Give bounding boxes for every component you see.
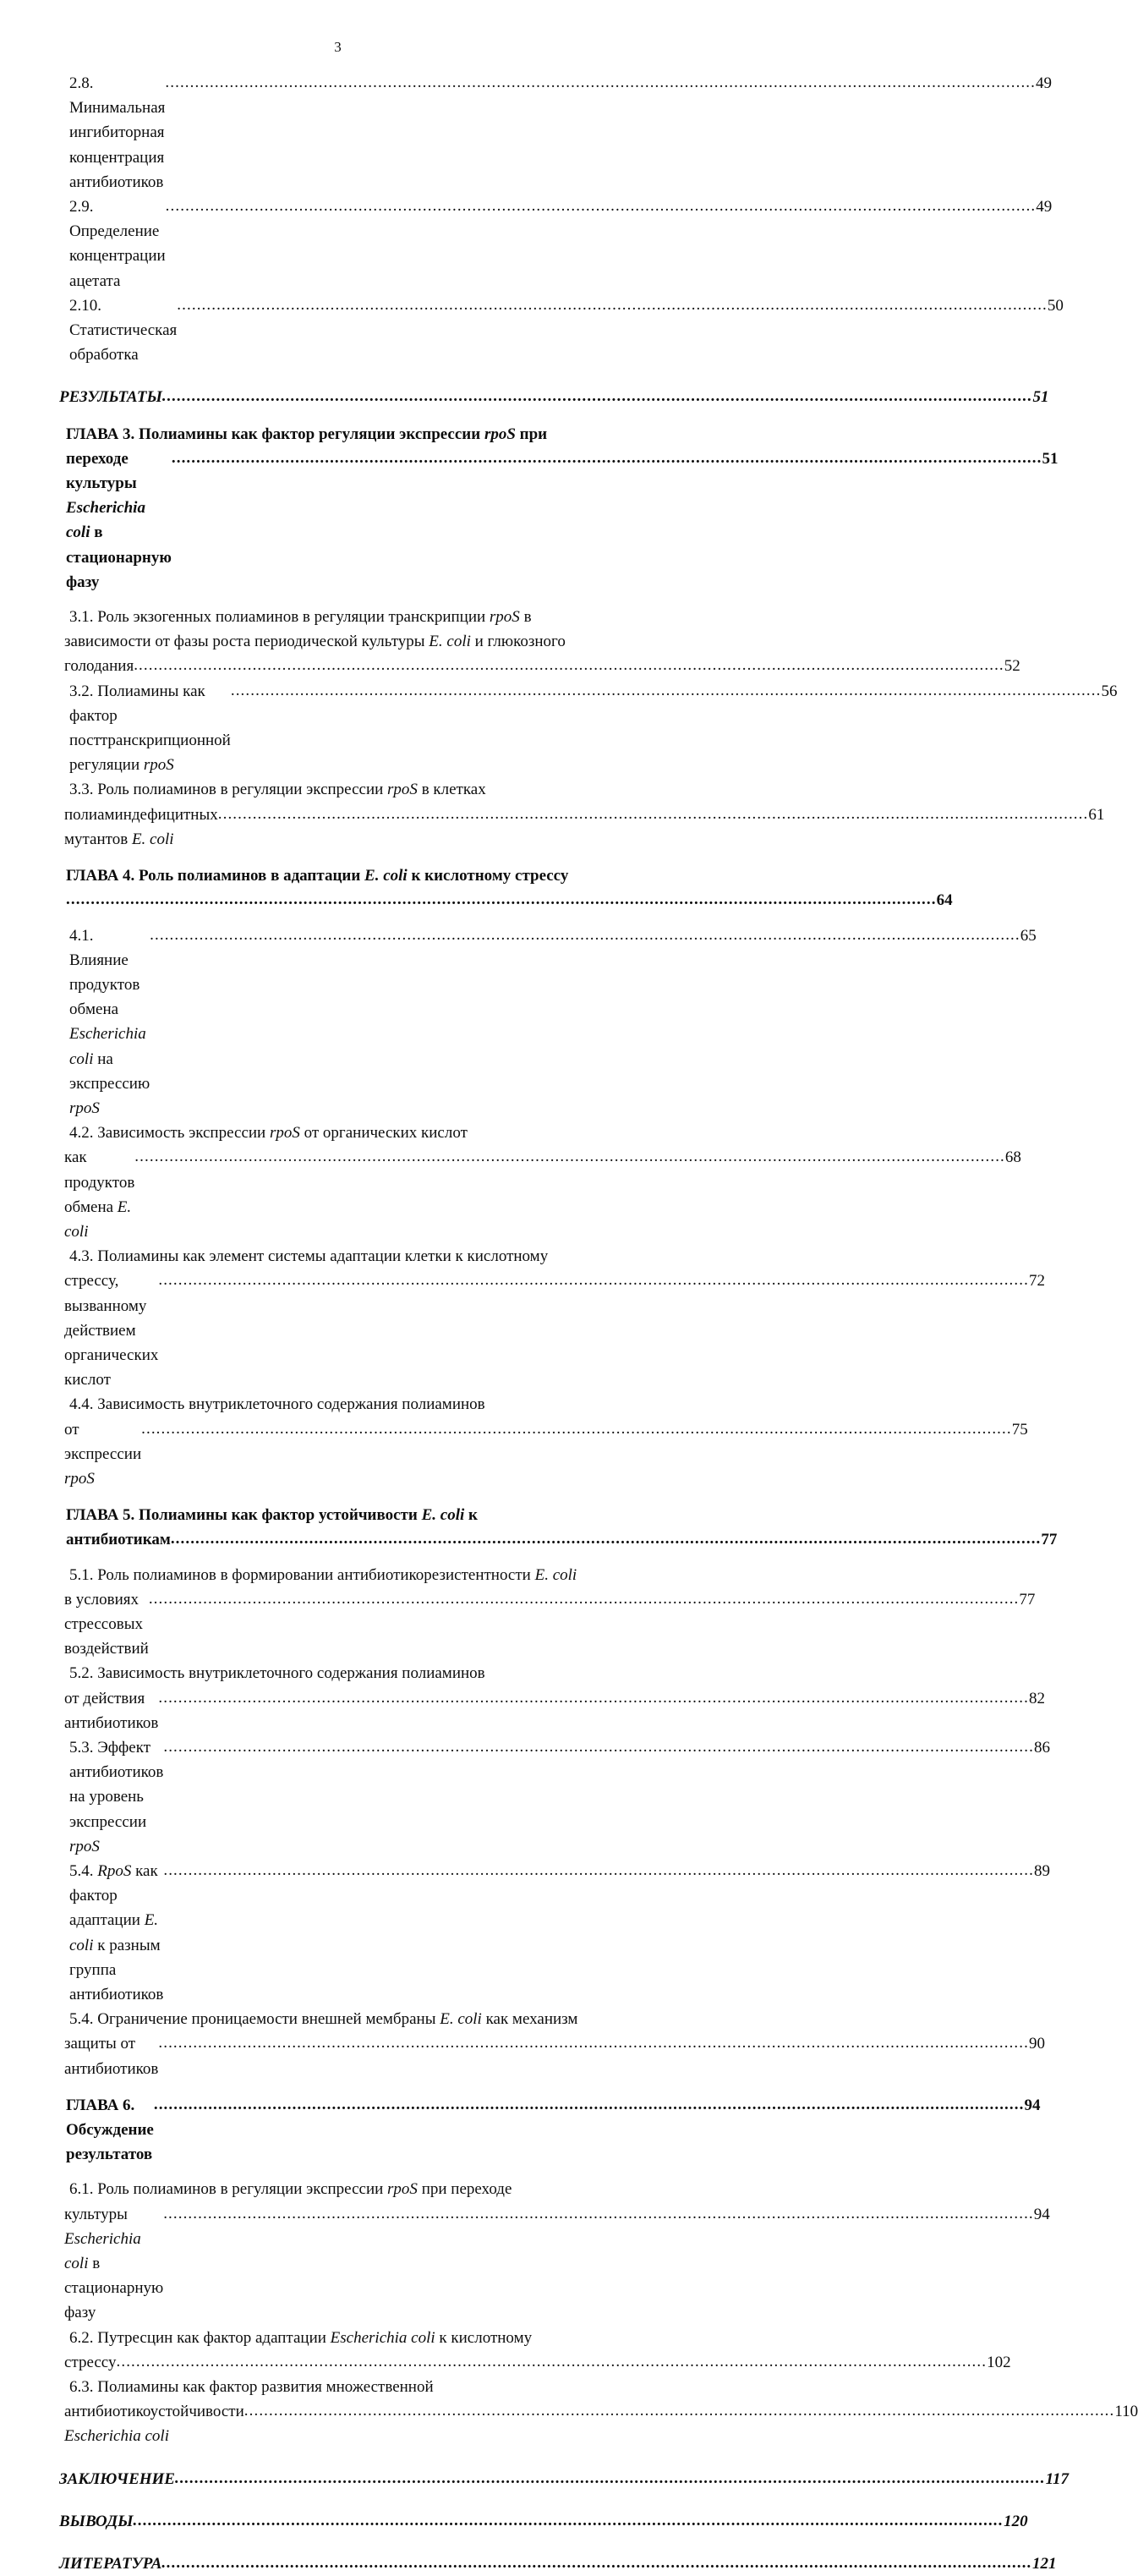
toc-page-number: 102 [987,2353,1011,2371]
toc-page-number: 117 [1045,2469,1070,2488]
toc-entry[interactable] [64,679,1118,778]
toc-page-number: 90 [1028,2035,1045,2053]
toc-entry[interactable] [64,1392,1028,1491]
toc-entry[interactable] [64,1661,1045,1735]
toc-entry-label: 5.3. Эффект антибиотиков на уровень экспрессии rpoS [69,1739,164,1855]
dot-leader [161,2551,1032,2575]
dot-leader [163,2201,1034,2226]
toc-entry-label: защиты от антибиотиков [64,2035,159,2078]
toc-page-number: 89 [1033,1862,1050,1881]
toc-entry-label: от экспрессии rpoS [64,1420,142,1488]
toc-page-number: 56 [1101,682,1118,700]
toc-entry[interactable] [64,1121,1021,1244]
dot-leader [244,2398,1115,2423]
dot-leader [149,1587,1020,1611]
toc-entry[interactable] [64,1735,1050,1859]
toc-page-number: 50 [1047,296,1064,315]
toc-page-number: 77 [1019,1590,1036,1609]
toc-entry[interactable] [66,1503,1058,1552]
toc-page-number: 65 [1020,926,1037,945]
toc-entry[interactable] [64,2007,1045,2081]
toc-entry[interactable] [64,777,1105,852]
toc-entry-last-line [59,385,1049,409]
toc-page-number: 49 [1036,74,1052,92]
dot-leader [166,194,1037,218]
toc-entry-line: 3.3. Роль полиаминов в регуляции экспрессии rpoS в клетках [69,781,486,799]
toc-entry[interactable] [64,1244,1045,1392]
toc-entry-label: 5.4. RpoS как фактор адаптации E. coli к разным группа антибиотиков [69,1862,164,2004]
toc-page-number: 94 [1024,2096,1041,2114]
toc-entry-last-line [69,195,1053,293]
toc-entry[interactable] [66,422,1059,595]
dot-leader [231,678,1102,703]
dot-leader [134,653,1004,677]
dot-leader [172,446,1042,470]
toc-entry-label: 3.2. Полиамины как фактор посттранскрипционной регуляции rpoS [69,682,231,775]
toc-entry-label: ВЫВОДЫ [59,2512,134,2530]
dot-leader [175,2466,1046,2491]
toc-entry[interactable] [64,195,1053,293]
toc-entry-line: 6.3. Полиамины как фактор развития множественной [69,2378,434,2397]
toc-entry[interactable] [64,2326,1011,2375]
toc-entry[interactable] [59,385,1049,409]
toc-entry-label: голодания [64,657,134,676]
toc-entry-label: ГЛАВА 6. Обсуждение результатов [66,2096,154,2164]
toc-entry[interactable] [64,293,1064,368]
toc-entry-label: стрессу, вызванному действием органических кислот [64,1272,159,1389]
toc-entry-line: 4.3. Полиамины как элемент системы адаптации клетки к кислотному [69,1247,549,1266]
toc-entry-last-line [64,1417,1028,1492]
toc-entry-last-line [69,293,1064,368]
toc-entry-label: полиаминдефицитных мутантов E. coli [64,805,218,848]
toc-entry[interactable] [64,1563,1036,1662]
toc-entry-last-line [66,1527,1058,1552]
toc-page-number: 77 [1041,1531,1058,1549]
toc-entry[interactable] [64,605,1020,679]
toc-entry-last-line [66,888,953,913]
toc-entry[interactable] [66,2093,1041,2168]
dot-leader [158,2031,1029,2055]
toc-entry-label: в условиях стрессовых воздействий [64,1590,149,1658]
toc-entry-label: 2.9. Определение концентрации ацетата [69,198,166,290]
dot-leader [117,2349,988,2374]
toc-entry[interactable] [64,2177,1050,2325]
toc-entry-label: 4.1. Влияние продуктов обмена Escherichia coli на экспрессию rpoS [69,926,150,1117]
toc-entry-last-line [64,1686,1045,1735]
page-number: 3 [334,39,342,55]
toc-entry-line: 6.2. Путресцин как фактор адаптации Escherichia coli к кислотному [69,2328,533,2347]
toc-entry-line: 4.4. Зависимость внутриклеточного содержания полиаминов [69,1395,485,1414]
toc-page-number: 52 [1004,657,1020,676]
toc-page-number: 110 [1114,2403,1138,2421]
toc-page-number: 61 [1088,805,1105,824]
dot-leader [171,1526,1042,1551]
toc-entry[interactable] [66,863,953,913]
toc-page-number: 82 [1028,1689,1045,1707]
toc-entry-line: 4.2. Зависимость экспрессии rpoS от органических кислот [69,1124,468,1143]
toc-entry-line: ГЛАВА 4. Роль полиаминов в адаптации E. coli к кислотному стрессу [66,867,569,885]
toc-page-number: 75 [1011,1420,1028,1439]
toc-entry-label: как продуктов обмена E. coli [64,1148,135,1241]
toc-entry-last-line [64,803,1105,852]
toc-entry-last-line [64,1145,1021,1244]
toc-entry-line: 5.4. Ограничение проницаемости внешней мембраны E. coli как механизм [69,2010,578,2029]
table-of-contents [59,71,1138,2576]
toc-entry-last-line [59,2509,1028,2534]
toc-entry-last-line [69,679,1118,778]
toc-entry[interactable] [59,2509,1028,2534]
toc-entry-last-line [69,71,1052,195]
toc-entry-line: 5.1. Роль полиаминов в формировании антибиотикорезистентности E. coli [69,1565,577,1584]
toc-entry-label: ЗАКЛЮЧЕНИЕ [59,2469,175,2488]
toc-page-number: 68 [1004,1148,1021,1167]
toc-entry-last-line [64,1269,1045,1392]
toc-entry[interactable] [64,71,1052,195]
toc-entry-last-line [64,2031,1045,2080]
dot-leader [218,802,1089,826]
toc-entry-line: зависимости от фазы роста периодической культуры E. coli и глюкозного [64,633,566,651]
toc-entry-last-line [64,2350,1011,2375]
toc-entry-last-line [64,2202,1050,2326]
toc-entry-label: 2.10. Статистическая обработка [69,296,178,364]
toc-entry-label: антибиотикоустойчивости Escherichia coli [64,2403,244,2446]
toc-page-number: 72 [1028,1272,1045,1291]
dot-leader [163,1735,1034,1759]
toc-entry-label: от действия антибиотиков [64,1689,159,1732]
toc-entry-last-line [64,654,1020,678]
toc-entry[interactable] [64,924,1037,1121]
toc-entry[interactable] [59,2467,1070,2491]
dot-leader [158,1268,1029,1292]
toc-entry-last-line [69,1859,1050,2007]
dot-leader [165,70,1036,95]
dot-leader [177,293,1048,317]
toc-entry[interactable] [59,2551,1057,2576]
toc-entry-label: РЕЗУЛЬТАТЫ [59,388,162,407]
dot-leader [163,1858,1034,1883]
dot-leader [154,2092,1025,2117]
dot-leader [141,1417,1012,1441]
dot-leader [158,1685,1029,1710]
toc-entry-last-line [64,1587,1036,1662]
toc-entry-last-line [69,1735,1050,1859]
toc-entry-last-line [59,2551,1057,2576]
toc-entry-line: ГЛАВА 5. Полиамины как фактор устойчивости E. coli к [66,1506,478,1525]
toc-page-number: 51 [1042,449,1059,468]
toc-entry[interactable] [64,2375,1138,2449]
toc-page-number: 86 [1033,1739,1050,1757]
dot-leader [66,887,937,912]
toc-entry-line: 3.1. Роль экзогенных полиаминов в регуляции транскрипции rpoS в [69,608,532,627]
toc-entry-last-line [59,2467,1070,2491]
toc-entry-last-line [66,447,1059,595]
toc-entry-last-line [66,2093,1041,2168]
toc-entry-label: ЛИТЕРАТУРА [59,2555,162,2573]
toc-page-number: 51 [1032,388,1049,407]
toc-entry-last-line [69,924,1037,1121]
toc-entry-line: 5.2. Зависимость внутриклеточного содержания полиаминов [69,1664,485,1683]
toc-entry-label: культуры Escherichia coli в стационарную фазу [64,2205,164,2322]
toc-page-number: 121 [1032,2555,1057,2573]
dot-leader [134,1144,1005,1169]
toc-page-number: 49 [1036,198,1053,216]
toc-entry-last-line [64,2399,1138,2448]
toc-page-number: 120 [1004,2512,1028,2530]
dot-leader [134,2508,1004,2533]
toc-page-number: 94 [1033,2205,1050,2223]
toc-page-number: 64 [936,891,953,910]
toc-entry-label: 2.8. Минимальная ингибиторная концентрация антибиотиков [69,74,166,191]
toc-entry-label: стрессу [64,2353,117,2371]
toc-entry-line: 6.1. Роль полиаминов в регуляции экспрессии rpoS при переходе [69,2180,512,2199]
toc-entry-label: переходе культуры Escherichia coli в стационарную фазу [66,449,172,591]
dot-leader [162,384,1033,408]
toc-entry-label: антибиотикам [66,1531,171,1549]
toc-entry[interactable] [64,1859,1050,2007]
toc-entry-line: ГЛАВА 3. Полиамины как фактор регуляции экспрессии rpoS при [66,425,548,443]
dot-leader [150,923,1020,947]
